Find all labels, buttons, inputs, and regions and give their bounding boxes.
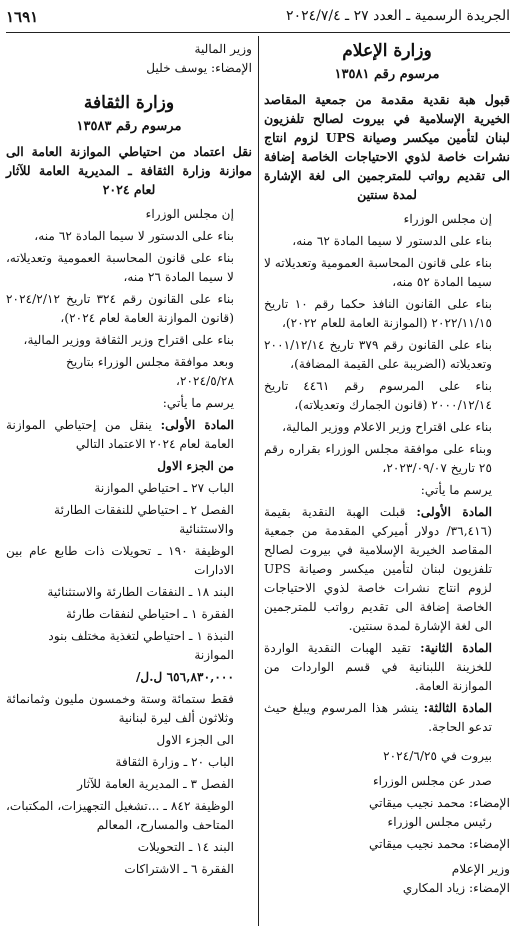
finance-signature-block	[6, 40, 252, 92]
preamble-council: إن مجلس الوزراء	[403, 212, 492, 226]
from-function: الوظيفة ١٩٠ ـ تحويلات ذات طابع عام بين الادارات	[6, 544, 234, 577]
decree-date: بيروت في ٢٠٢٤/٦/٢٥	[383, 749, 492, 763]
to-function: الوظيفة ٨٤٢ ـ ...تشغيل التجهيزات، المكتبات، المتاحف والمسارح، المعالم	[6, 799, 234, 832]
page-header	[6, 6, 510, 33]
article-3-text: ينشر هذا المرسوم ويبلغ حيث تدعو الحاجة.	[264, 701, 492, 734]
finance-minister-title: وزير المالية	[194, 42, 252, 56]
signature-pm-2: الإمضاء: محمد نجيب ميقاتي	[369, 837, 510, 851]
decrees-following: يرسم ما يأتي:	[420, 483, 492, 497]
media-decree-column	[264, 40, 510, 898]
decree-title: قبول هبة نقدية مقدمة من جمعية المقاصد الخيرية الإسلامية في بيروت لصالح تلفزيون لبنان لتأمين ميكسر وصيانة UPS لزوم انتاج نشرات خاصة لذوي الاحتياجات الخاصة إضافة الى تقديم رواتب للمترجمين الى لغة الإشارة لمدة سنتين	[264, 92, 510, 202]
to-item: البند ١٤ ـ التحويلات	[137, 840, 234, 854]
decree-number: مرسوم رقم ١٣٥٨٣	[76, 119, 182, 134]
article-2	[264, 639, 510, 696]
culture-decree-column	[6, 40, 252, 882]
preamble-council-approval: وبناء على موافقة مجلس الوزراء بقراره رقم ٢٥ تاريخ ٢٠٢٣/٠٩/٠٧،	[264, 442, 492, 475]
decree-title: نقل اعتماد من احتياطي الموازنة العامة الى موازنة وزارة الثقافة ـ المديرية العامة للآثار لعام ٢٠٢٤	[6, 144, 252, 197]
article-3	[264, 699, 510, 737]
preamble-constitution: بناء على الدستور لا سيما المادة ٦٢ منه،	[292, 234, 492, 248]
transfer-amount-words: فقط ستمائة وستة وخمسون مليون وثمانمائة وثلاثون ألف ليرة لبنانية	[6, 692, 234, 725]
info-minister-title: وزير الإعلام	[451, 862, 510, 876]
column-divider	[258, 36, 259, 926]
article-1-text: ينقل من إحتياطي الموازنة العامة لعام ٢٠٢٤ الاعتماد التالي	[6, 418, 234, 451]
ministry-title: وزارة الإعلام	[342, 41, 432, 61]
to-section: الفصل ٣ ـ المديرية العامة للآثار	[77, 777, 234, 791]
preamble-budget-law: بناء على القانون النافذ حكما رقم ١٠ تاريخ ٢٠٢٢/١١/١٥ (الموازنة العامة للعام ٢٠٢٢)،	[264, 297, 492, 330]
article-1-label: المادة الأولى:	[416, 505, 492, 519]
from-subitem: النبذة ١ ـ احتياطي لتغذية مختلف بنود الموازنة	[48, 629, 234, 662]
article-2-label: المادة الثانية:	[420, 641, 492, 655]
from-item: البند ١٨ ـ النفقات الطارئة والاستثنائية	[47, 585, 234, 599]
to-part-heading: الى الجزء الاول	[156, 733, 234, 747]
pm-title: رئيس مجلس الوزراء	[387, 815, 492, 829]
from-chapter: الباب ٢٧ ـ احتياطي الموازنة	[94, 481, 234, 495]
preamble-accounting-law: بناء على قانون المحاسبة العمومية وتعديلاته لا سيما المادة ٥٢ منه،	[264, 256, 492, 289]
preamble-budget-law: بناء على القانون رقم ٣٢٤ تاريخ ٢٠٢٤/٢/١٢ (قانون الموازنة العامة لعام ٢٠٢٤)،	[6, 292, 234, 325]
issued-by: صدر عن مجلس الوزراء	[372, 774, 492, 788]
preamble-accounting-law: بناء على قانون المحاسبة العمومية وتعديلاته، لا سيما المادة ٢٦ منه،	[6, 251, 234, 284]
from-paragraph: الفقرة ١ ـ احتياطي لنفقات طارئة	[65, 607, 234, 621]
preamble-proposal: بناء على اقتراح وزير الاعلام ووزير المالية،	[282, 420, 492, 434]
signature-info-minister: الإمضاء: زياد المكاري	[402, 881, 510, 895]
article-1	[6, 416, 252, 454]
from-part-heading: من الجزء الاول	[157, 459, 234, 473]
page-number: ١٦٩١	[6, 8, 39, 26]
article-2-text: تقيد الهبات النقدية الواردة للخزينة اللبنانية في قسم الواردات من الموازنة العامة.	[264, 641, 492, 693]
article-1-text: قبلت الهبة النقدية بقيمة (٣٦,٤١٦/ دولار أميركي المقدمة من جمعية المقاصد الخيرية الإسلامية في بيروت لصالح تلفزيون لبنان لتأمين ميكسر وصيانة UPS لزوم انتاج نشرات خاصة لذوي الاحتياجات الخاصة إضافة الى تقديم رواتب للمترجمين الى لغة الإشارة لمدة سنتين.	[264, 505, 492, 633]
preamble-vat-law: بناء على القانون رقم ٣٧٩ تاريخ ٢٠٠١/١٢/١٤ وتعديلاته (الضريبة على القيمة المضافة)،	[264, 338, 492, 371]
signature-finance-minister: الإمضاء: يوسف خليل	[146, 61, 252, 75]
transfer-amount: ٦٥٦,٨٣٠,٠٠٠ ل.ل/	[135, 670, 234, 684]
preamble-customs-decree: بناء على المرسوم رقم ٤٤٦١ تاريخ ٢٠٠٠/١٢/١٤ (قانون الجمارك وتعديلاته)،	[264, 379, 492, 412]
preamble-proposal: بناء على اقتراح وزير الثقافة ووزير المالية،	[23, 333, 234, 347]
to-paragraph: الفقرة ٦ ـ الاشتراكات	[124, 862, 234, 876]
article-1	[264, 503, 510, 636]
preamble-constitution: بناء على الدستور لا سيما المادة ٦٢ منه،	[34, 229, 234, 243]
to-chapter: الباب ٢٠ ـ وزارة الثقافة	[115, 755, 234, 769]
signature-pm-1: الإمضاء: محمد نجيب ميقاتي	[369, 796, 510, 810]
gazette-issue: الجريدة الرسمية ـ العدد ٢٧ ـ ٢٠٢٤/٧/٤	[286, 8, 510, 24]
preamble-council-approval: وبعد موافقة مجلس الوزراء بتاريخ ٢٠٢٤/٥/٢٨،	[66, 355, 234, 388]
article-1-label: المادة الأولى:	[160, 418, 234, 432]
from-section: الفصل ٢ ـ احتياطي للنفقات الطارئة والاستثنائية	[54, 503, 234, 536]
decree-number: مرسوم رقم ١٣٥٨١	[334, 67, 440, 82]
preamble-council: إن مجلس الوزراء	[145, 207, 234, 221]
decrees-following: يرسم ما يأتي:	[162, 396, 234, 410]
ministry-title: وزارة الثقافة	[83, 93, 175, 113]
article-3-label: المادة الثالثة:	[423, 701, 492, 715]
